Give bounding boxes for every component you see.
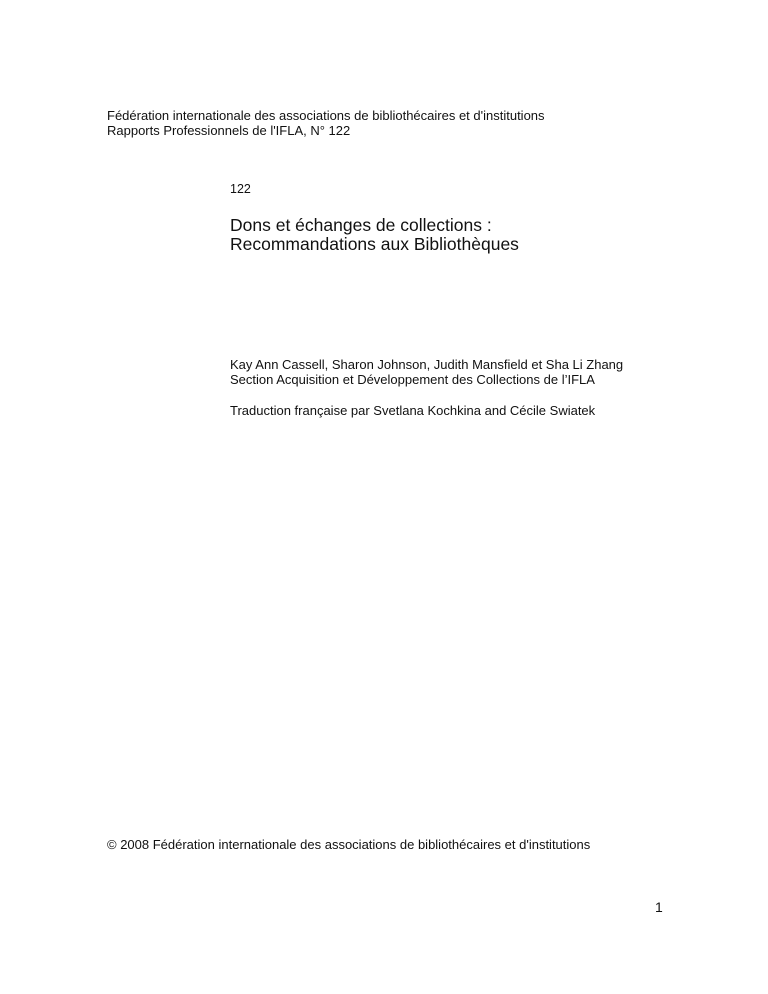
author-names: Kay Ann Cassell, Sharon Johnson, Judith Mansfield et Sha Li Zhang	[230, 357, 624, 372]
title-line-1: Dons et échanges de collections :	[230, 215, 492, 235]
translation-credit: Traduction française par Svetlana Kochkina and Cécile Swiatek	[230, 403, 596, 418]
copyright-notice: © 2008 Fédération internationale des associations de bibliothécaires et d'institutions	[107, 837, 591, 852]
report-number: 122	[230, 182, 251, 196]
page-number: 1	[655, 899, 663, 915]
organization-name: Fédération internationale des associations de bibliothécaires et d'institutions	[107, 108, 545, 123]
authors-block	[230, 357, 623, 387]
document-title	[230, 216, 519, 254]
report-series: Rapports Professionnels de l'IFLA, N° 122	[107, 123, 351, 138]
title-line-2: Recommandations aux Bibliothèques	[230, 234, 519, 254]
author-section: Section Acquisition et Développement des Collections de l’IFLA	[230, 372, 595, 387]
document-header	[107, 108, 545, 138]
